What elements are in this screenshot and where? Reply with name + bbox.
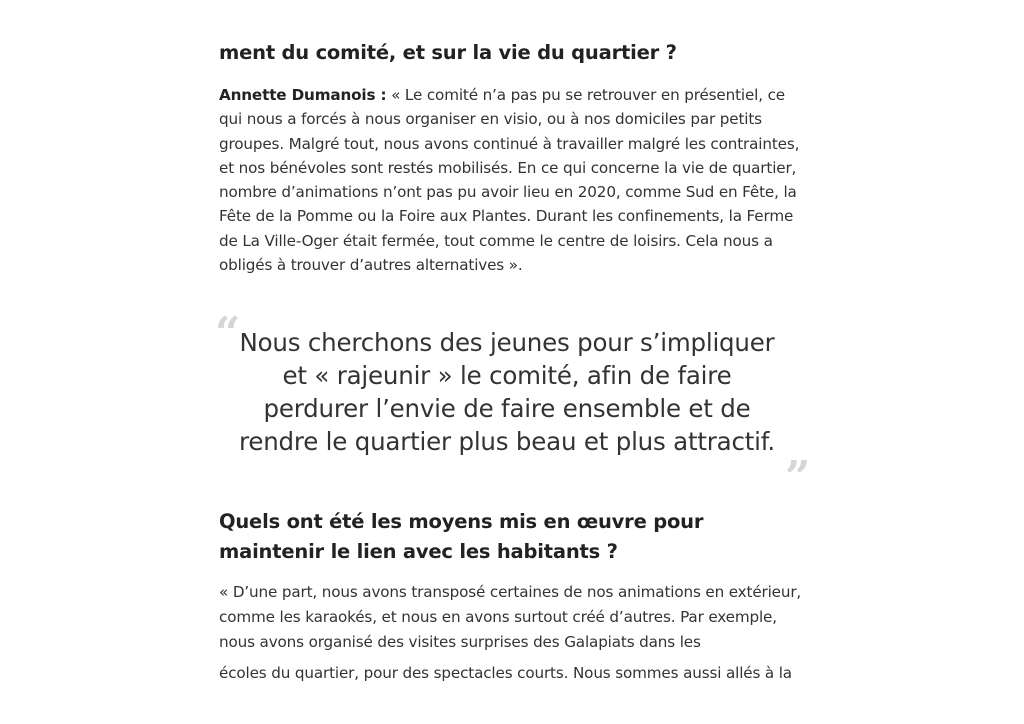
answer-text-1: « Le comité n’a pas pu se retrouver en présentiel, ce qui nous a forcés à nous organiser en visio, ou à nos domiciles par petits groupes. Malgré tout, nous avons continué à travailler malgré les contraintes, et nos bénévoles sont restés mobilisés. En ce qui concerne la vie de quartier, nombre d’animations n’ont pas pu avoir lieu en 2020, comme Sud en Fête, la Fête de la Pomme ou la Foire aux Plantes. Durant les confinements, la Ferme de La Ville-Oger était fermée, tout comme le centre de loisirs. Cela nous a obligés à trouver d’autres alternatives ».	[219, 86, 800, 275]
speaker-name: Annette Dumanois :	[219, 86, 387, 104]
pull-quote-text: Nous cherchons des jeunes pour s’impliquer et « rajeunir » le comité, afin de faire perdurer l’envie de faire ensemble et de rendre le quartier plus beau et plus attractif.	[239, 328, 775, 456]
open-quote-icon: “	[215, 308, 241, 359]
close-quote-icon: ”	[785, 452, 811, 503]
answer-paragraph-2	[219, 580, 809, 686]
answer-paragraph-1	[219, 83, 809, 277]
pull-quote	[215, 308, 811, 503]
question-heading-1: ment du comité, et sur la vie du quartier ?	[219, 41, 677, 64]
question-heading-2: Quels ont été les moyens mis en œuvre pour maintenir le lien avec les habitants ?	[219, 510, 704, 563]
answer-text-2a: « D’une part, nous avons transposé certaines de nos animations en extérieur, comme les karaokés, et nous en avons surtout créé d’autres. Par exemple, nous avons organisé des visites surprises des Galapiats dans les	[219, 583, 802, 651]
answer-text-2b: écoles du quartier, pour des spectacles courts. Nous sommes aussi allés à la	[219, 664, 792, 682]
